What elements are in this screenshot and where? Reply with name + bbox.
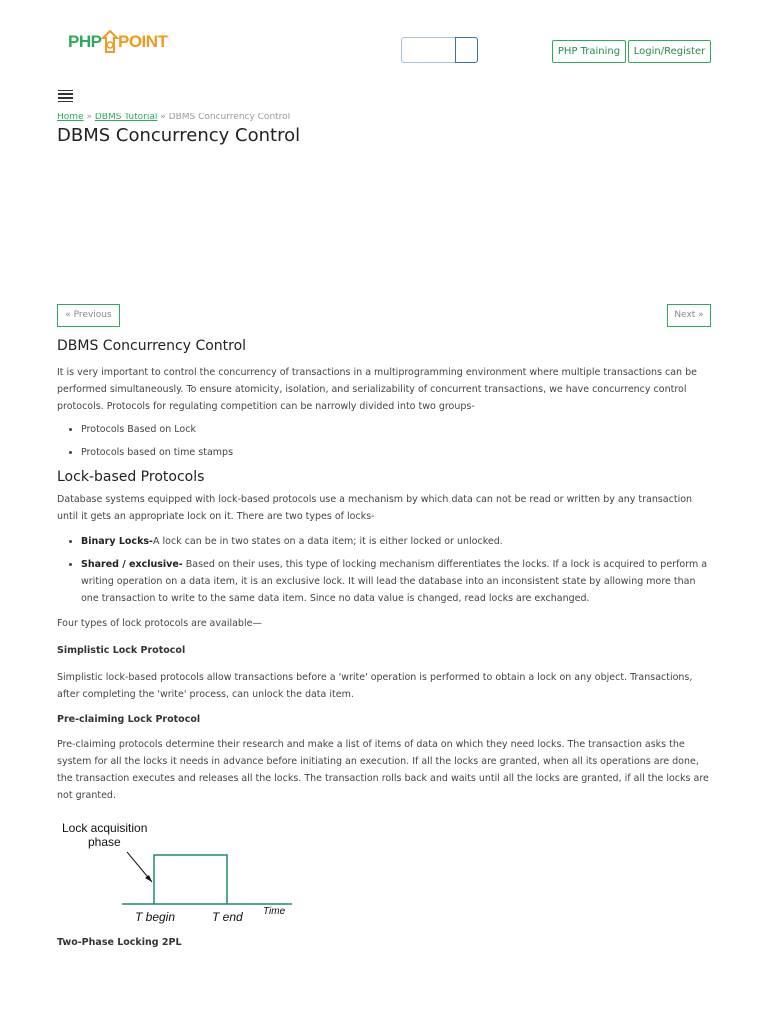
logo-text-point: POINT [118, 32, 168, 51]
diagram-lock-box [154, 855, 227, 904]
list-item: • Protocols based on time stamps [81, 444, 712, 461]
lock-based-heading: Lock-based Protocols [57, 469, 205, 485]
preclaim-paragraph: Pre-claiming protocols determine their research and make a list of items of data on which they need locks. The transaction asks the system for all the locks it needs in advance before initiating an execution. If all the locks are granted, when all its operations are done, the transaction executes and releases all the locks. The transaction rolls back and waits until all the locks are granted, if all the locks are not granted. [57, 739, 709, 801]
list-item [81, 556, 712, 607]
breadcrumb-section-link[interactable]: DBMS Tutorial [94, 113, 158, 121]
login-register-button[interactable]: Login/Register [628, 40, 711, 63]
preclaim-title: Pre-claiming Lock Protocol [57, 714, 201, 725]
logo[interactable] [68, 30, 172, 58]
diagram-label-line2: phase [88, 835, 121, 849]
four-types-paragraph: Four types of lock protocols are available— [57, 618, 262, 629]
php-training-button[interactable]: PHP Training [552, 40, 626, 63]
lock-desc: A lock can be in two states on a data item; it is either locked or unlocked. [152, 536, 503, 547]
lock-acquisition-diagram [57, 818, 297, 930]
two-phase-title: Two-Phase Locking 2PL [57, 937, 182, 948]
previous-button[interactable]: « Previous [57, 304, 120, 327]
breadcrumb [57, 113, 290, 121]
lock-types-list [57, 533, 712, 607]
list-item [81, 533, 712, 550]
breadcrumb-separator: » [86, 113, 92, 121]
lock-term: Shared / exclusive- [81, 559, 183, 570]
hamburger-menu-icon[interactable] [58, 90, 73, 104]
logo-text-php: PHP [68, 32, 102, 51]
diagram-label-line1: Lock acquisition [62, 821, 148, 835]
diagram-t-end: T end [212, 910, 243, 924]
next-button[interactable]: Next » [667, 304, 711, 327]
lock-desc: Based on their uses, this type of locking mechanism differentiates the locks. If a lock is acquired to perform a writing operation on a data item, it is an exclusive lock. It will lead the database into an inconsistent state by allowing more than one transaction to write to the same data item. Since no data value is changed, read locks are exchanged. [81, 559, 708, 604]
breadcrumb-current: DBMS Concurrency Control [168, 113, 291, 121]
simplistic-paragraph: Simplistic lock-based protocols allow transactions before a 'write' operation is performed to obtain a lock on any object. Transactions, after completing the 'write' process, can unlock the data item. [57, 672, 693, 700]
groups-list [57, 421, 712, 461]
breadcrumb-home-link[interactable]: Home [57, 113, 84, 121]
intro-paragraph: It is very important to control the concurrency of transactions in a multiprogramming environment where multiple transactions can be performed simultaneously. To ensure atomicity, isolation, and serializability of concurrent transactions, we have concurrency control protocols. Protocols for regulating competition can be narrowly divided into two groups- [57, 367, 697, 412]
lock-intro-paragraph: Database systems equipped with lock-based protocols use a mechanism by which data can not be read or written by any transaction until it gets an appropriate lock on it. There are two types of locks- [57, 494, 693, 522]
lock-term: Binary Locks- [81, 536, 153, 547]
diagram-time-label: Time [263, 906, 286, 917]
article-heading: DBMS Concurrency Control [57, 338, 247, 354]
search-button[interactable] [455, 37, 478, 63]
simplistic-title: Simplistic Lock Protocol [57, 645, 186, 656]
logo-mark-icon [101, 30, 119, 56]
list-item: • Protocols Based on Lock [81, 421, 712, 438]
article-content [57, 338, 712, 804]
diagram-t-begin: T begin [135, 910, 176, 924]
diagram-arrow-head [145, 875, 152, 882]
breadcrumb-separator-2: » [160, 113, 166, 121]
page-title: DBMS Concurrency Control [57, 125, 301, 146]
